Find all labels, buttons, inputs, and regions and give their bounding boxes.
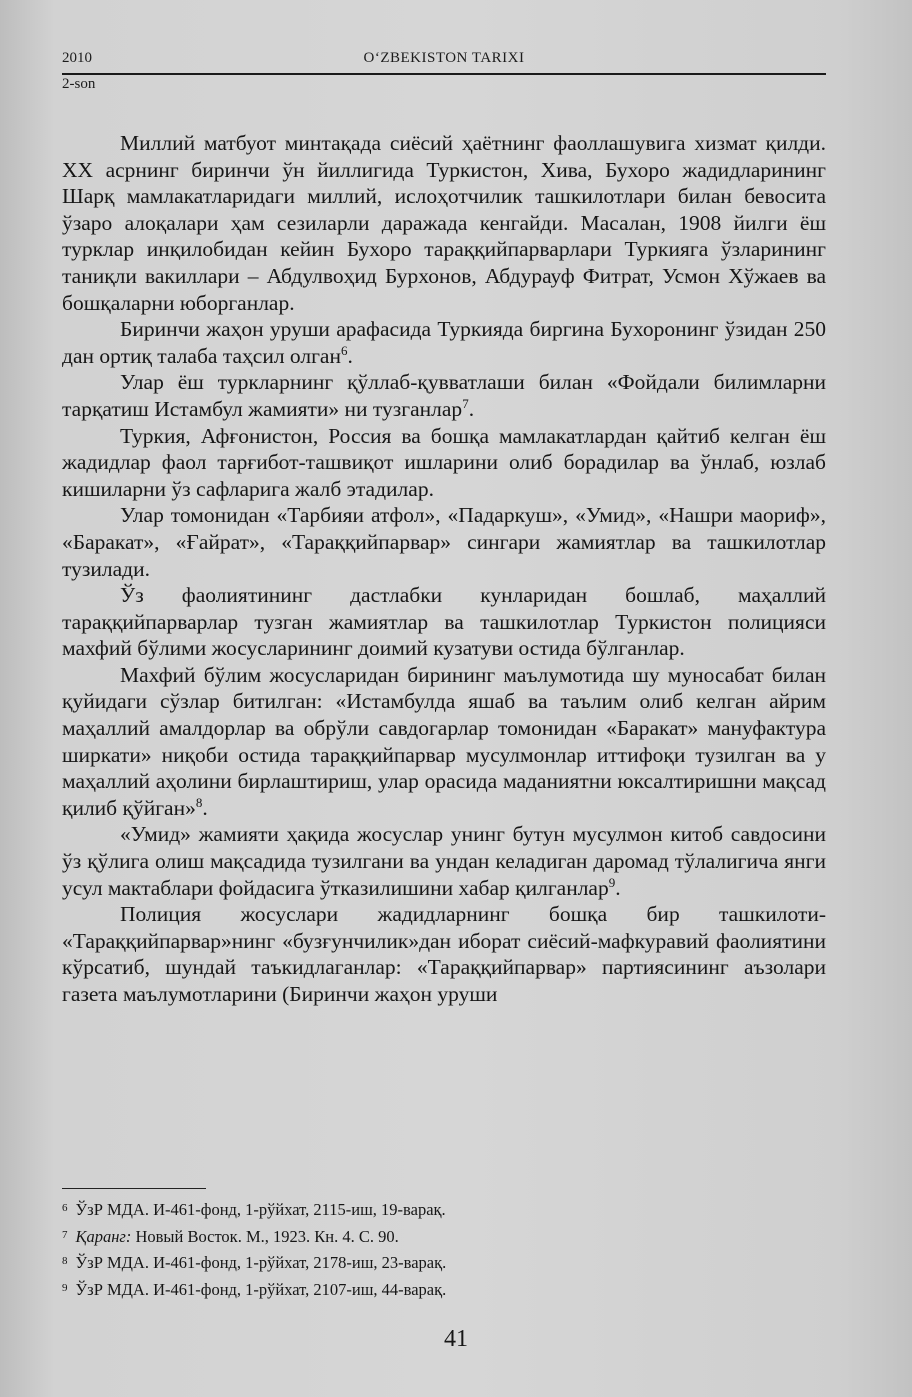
footnote-italic: Қаранг: bbox=[75, 1226, 132, 1246]
footnote-item bbox=[62, 1196, 826, 1223]
footnote-separator bbox=[62, 1188, 206, 1189]
header-rule bbox=[62, 73, 826, 75]
footnote-item bbox=[62, 1249, 826, 1276]
page-number: 41 bbox=[444, 1326, 468, 1352]
paragraph-text: Туркия, Афғонистон, Россия ва бошқа мамлакатлардан қайтиб келган ёш жадидлар фаол тарғибот-ташвиқот ишларини олиб борадилар ва ўнлаб, юзлаб кишиларни ўз сафларига жалб этадилар. bbox=[62, 423, 826, 501]
paragraph-text: Улар томонидан «Тарбияи атфол», «Падаркуш», «Умид», «Нашри маориф», «Баракат», «Ғайрат», «Тараққийпарвар» сингари жамиятлар ва ташкилотлар тузилади. bbox=[62, 503, 826, 581]
paragraph bbox=[62, 423, 826, 503]
paragraph-text: Биринчи жаҳон уруши арафасида Туркияда биргина Бухоронинг ўзидан 250 дан ортиқ талаба таҳсил олган bbox=[62, 317, 826, 368]
footnote-text: Новый Восток. М., 1923. Кн. 4. С. 90. bbox=[131, 1226, 399, 1246]
header-journal-title: O‘ZBEKISTON TARIXI bbox=[363, 50, 525, 66]
footnote-reference[interactable]: 9 bbox=[608, 874, 616, 890]
footnote-number: 6 bbox=[62, 1202, 68, 1214]
footnote-number: 7 bbox=[62, 1228, 68, 1241]
paragraph-text: Миллий матбуот минтақада сиёсий ҳаётнинг фаоллашувига хизмат қилди. XX асрнинг биринчи ўн йиллигида Туркистон, Хива, Бухоро жадидларининг Шарқ мамлакатларидаги миллий, ислоҳотчилик ташкилотлари билан бевосита ўзаро алоқалари ҳам сезиларли даражада кенгайди. Масалан, 1908 йилги ёш турклар инқилобидан кейин Бухоро тараққийпарварлари Туркияга ўзларининг таниқли вакиллари – Абдулвоҳид Бурхонов, Абдурауф Фитрат, Усмон Хўжаев ва бошқаларни юборганлар. bbox=[62, 131, 826, 315]
paragraph-text: Улар ёш туркларнинг қўллаб-қувватлаши билан «Фойдали билимларни тарқатиш Истамбул жамияти» ни тузганлар bbox=[62, 370, 826, 421]
paragraph-text: Махфий бўлим жосусларидан бирининг маълумотида шу муносабат билан қуйидаги сўзлар битилган: «Истамбулда яшаб ва таълим олиб келган айрим маҳаллий амалдорлар ва обрўли савдогарлар томонидан «Баракат» мануфактура ширкати» ниқоби остида тараққийпарвар мусулмонлар иттифоқи тузилган ва у маҳаллий аҳолини бирлаштириш, улар орасида маданиятни юксалтиришни мақсад қилиб қўйган» bbox=[62, 662, 826, 820]
paragraph-tail: . bbox=[468, 396, 475, 421]
paragraph bbox=[62, 316, 826, 369]
footnote-text: ЎзР МДА. И-461-фонд, 1-рўйхат, 2107-иш, 44-варақ. bbox=[75, 1279, 447, 1299]
paragraph bbox=[62, 369, 826, 422]
paragraph bbox=[62, 130, 826, 316]
paragraph bbox=[62, 582, 826, 662]
paragraph-text: Ўз фаолиятининг дастлабки кунларидан бошлаб, маҳаллий тараққийпарварлар тузган жамиятлар ва ташкилотлар Туркистон полицияси махфий бўлими жосусларининг доимий кузатуви остида бўлганлар. bbox=[62, 583, 826, 661]
header-year: 2010 bbox=[62, 50, 92, 66]
footnote-reference[interactable]: 7 bbox=[462, 395, 469, 411]
footnote-number: 8 bbox=[62, 1255, 68, 1267]
header-issue: 2-son bbox=[62, 76, 96, 92]
article-body bbox=[62, 130, 826, 1008]
paragraph bbox=[62, 662, 826, 822]
paragraph-tail: . bbox=[202, 795, 208, 820]
footnote-reference[interactable]: 8 bbox=[195, 794, 203, 810]
footnote-number: 9 bbox=[62, 1281, 68, 1294]
paragraph bbox=[62, 821, 826, 901]
footnote-text: ЎзР МДА. И-461-фонд, 1-рўйхат, 2178-иш, 23-варақ. bbox=[75, 1253, 447, 1272]
footnote-reference[interactable]: 6 bbox=[341, 342, 348, 358]
paragraph-text: «Умид» жамияти ҳақида жосуслар унинг бутун мусулмон китоб савдосини ўз қўлига олиш мақсадида тузилгани ва ундан келадиган даромад тўлалигича янги усул мактаблари фойдасига ўтказилишини хабар қилганлар bbox=[62, 822, 826, 900]
footnote-item bbox=[62, 1276, 826, 1303]
paragraph-text: Полиция жосуслари жадидларнинг бошқа бир ташкилоти- «Тараққийпарвар»нинг «бузғунчилик»дан иборат сиёсий-мафкуравий фаолиятини кўрсатиб, шундай таъкидлаганлар: «Тараққийпарвар» партиясининг аъзолари газета маълумотларини (Биринчи жаҳон уруши bbox=[62, 902, 826, 1006]
paragraph-tail: . bbox=[615, 875, 621, 900]
paragraph-tail: . bbox=[347, 343, 353, 368]
footnote-text: ЎзР МДА. И-461-фонд, 1-рўйхат, 2115-иш, 19-варақ. bbox=[75, 1200, 446, 1219]
paragraph bbox=[62, 502, 826, 582]
paragraph bbox=[62, 901, 826, 1007]
footnotes bbox=[62, 1196, 826, 1302]
footnote-item bbox=[62, 1223, 826, 1250]
